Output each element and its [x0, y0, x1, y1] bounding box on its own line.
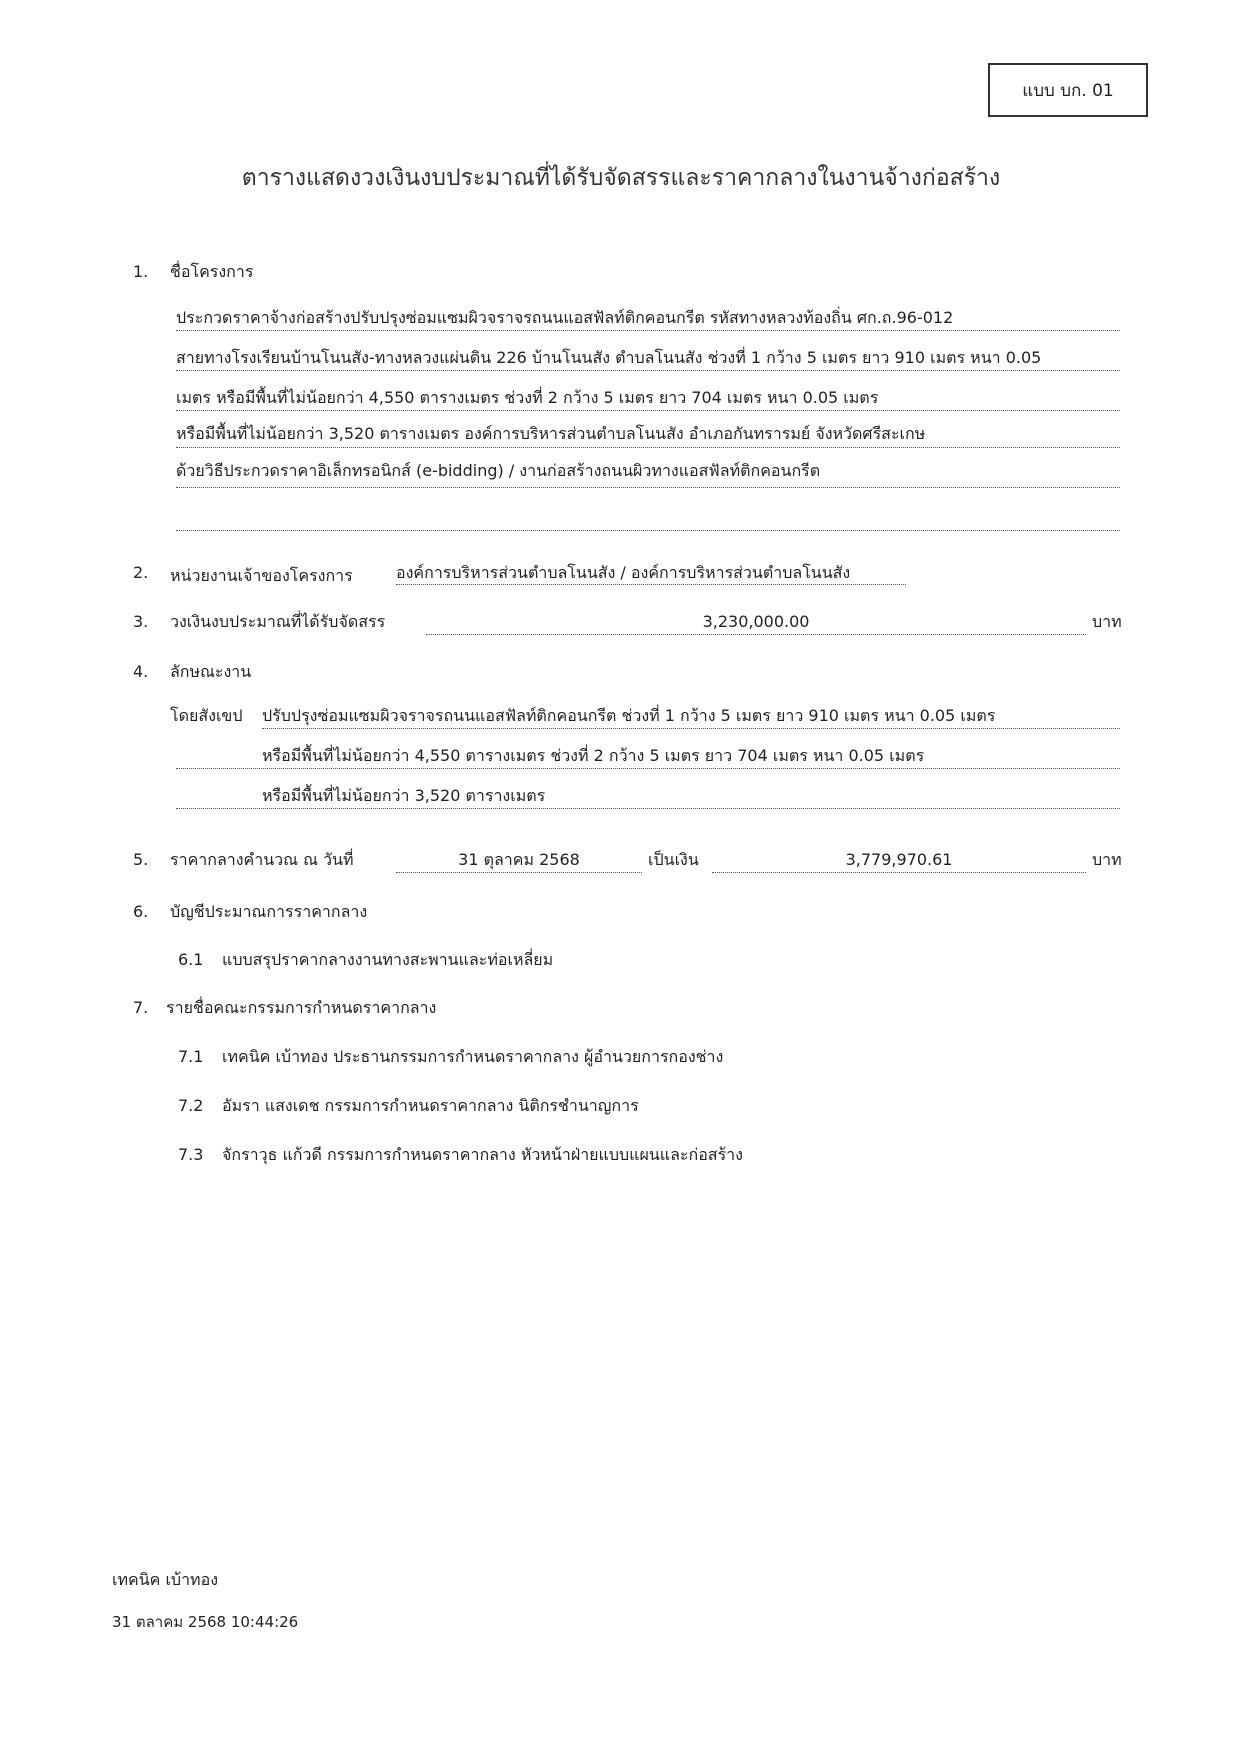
section1-line-2: สายทางโรงเรียนบ้านโนนสัง-ทางหลวงแผ่นดิน 226 บ้านโนนสัง ตำบลโนนสัง ช่วงที่ 1 กว้าง 5 เมตร ยาว 910 เมตร หนา 0.05 — [176, 348, 1042, 367]
dotted-line — [176, 447, 1120, 448]
section6-label: บัญชีประมาณการราคากลาง — [170, 902, 368, 921]
section1-line-1: ประกวดราคาจ้างก่อสร้างปรับปรุงซ่อมแซมผิวจราจรถนนแอสฟัลท์ติกคอนกรีต รหัสทางหลวงท้องถิ่น ศก.ถ.96-012 — [176, 308, 954, 327]
section7-item-text: อัมรา แสงเดช กรรมการกำหนดราคากลาง นิติกรชำนาญการ — [222, 1096, 639, 1115]
section5-amount: 3,779,970.61 — [845, 850, 953, 869]
footer-timestamp: 31 ตลาคม 2568 10:44:26 — [112, 1613, 299, 1631]
section1-number: 1. — [133, 262, 149, 281]
section5-label: ราคากลางคำนวณ ณ วันที่ — [170, 850, 354, 869]
section7-item-number: 7.3 — [178, 1145, 204, 1164]
section7-item-number: 7.2 — [178, 1096, 204, 1115]
section7-item-text: เทคนิค เบ้าทอง ประธานกรรมการกำหนดราคากลาง ผู้อำนวยการกองช่าง — [222, 1047, 724, 1066]
section3-label: วงเงินงบประมาณที่ได้รับจัดสรร — [170, 612, 386, 631]
footer-name: เทคนิค เบ้าทอง — [112, 1570, 219, 1589]
dotted-line — [396, 872, 642, 873]
section5-unit: บาท — [1092, 850, 1122, 869]
section1-line-5: ด้วยวิธีประกวดราคาอิเล็กทรอนิกส์ (e-bidding) / งานก่อสร้างถนนผิวทางแอสฟัลท์ติกคอนกรีต — [176, 461, 821, 480]
section2-number: 2. — [133, 563, 149, 582]
section4-line-1: ปรับปรุงซ่อมแซมผิวจราจรถนนแอสฟัลท์ติกคอนกรีต ช่วงที่ 1 กว้าง 5 เมตร ยาว 910 เมตร หนา 0.05 เมตร — [262, 706, 996, 725]
section6-item-text: แบบสรุปราคากลางงานทางสะพานและท่อเหลี่ยม — [222, 950, 554, 969]
section7-item-number: 7.1 — [178, 1047, 204, 1066]
section3-unit: บาท — [1092, 612, 1122, 631]
section2-label: หน่วยงานเจ้าของโครงการ — [170, 566, 353, 585]
section4-line-2: หรือมีพื้นที่ไม่น้อยกว่า 4,550 ตารางเมตร ช่วงที่ 2 กว้าง 5 เมตร ยาว 704 เมตร หนา 0.05 เมตร — [262, 746, 925, 765]
section7-item-text: จักราวุธ แก้วดี กรรมการกำหนดราคากลาง หัวหน้าฝ่ายแบบแผนและก่อสร้าง — [222, 1145, 743, 1164]
dotted-line — [396, 584, 906, 585]
dotted-line — [176, 768, 1120, 769]
dotted-line — [426, 634, 1086, 635]
section4-line-3: หรือมีพื้นที่ไม่น้อยกว่า 3,520 ตารางเมตร — [262, 786, 546, 805]
section5-number: 5. — [133, 850, 149, 869]
dotted-line — [176, 487, 1120, 488]
dotted-line — [176, 330, 1120, 331]
dotted-line — [262, 728, 1120, 729]
section1-label: ชื่อโครงการ — [170, 262, 254, 281]
dotted-line — [176, 808, 1120, 809]
dotted-line — [176, 530, 1120, 531]
section6-number: 6. — [133, 902, 149, 921]
section1-line-3: เมตร หรือมีพื้นที่ไม่น้อยกว่า 4,550 ตารางเมตร ช่วงที่ 2 กว้าง 5 เมตร ยาว 704 เมตร หนา 0.05 เมตร — [176, 388, 879, 407]
section3-number: 3. — [133, 612, 149, 631]
section1-line-4: หรือมีพื้นที่ไม่น้อยกว่า 3,520 ตารางเมตร องค์การบริหารส่วนตำบลโนนสัง อำเภอกันทรารมย์ จังหวัดศรีสะเกษ — [176, 424, 926, 443]
section5-amount-label: เป็นเงิน — [648, 850, 699, 869]
form-code-box — [988, 63, 1148, 117]
page-title: ตารางแสดงวงเงินงบประมาณที่ได้รับจัดสรรและราคากลางในงานจ้างก่อสร้าง — [241, 165, 1001, 191]
section4-sublabel: โดยสังเขป — [170, 706, 243, 725]
section7-number: 7. — [133, 998, 149, 1017]
dotted-line — [176, 410, 1120, 411]
section2-value: องค์การบริหารส่วนตำบลโนนสัง / องค์การบริหารส่วนตำบลโนนสัง — [396, 563, 851, 582]
form-code: แบบ บก. 01 — [1022, 80, 1114, 101]
section4-label: ลักษณะงาน — [170, 662, 252, 681]
section6-item-number: 6.1 — [178, 950, 204, 969]
section3-value: 3,230,000.00 — [702, 612, 810, 631]
section4-number: 4. — [133, 662, 149, 681]
section7-label: รายชื่อคณะกรรมการกำหนดราคากลาง — [166, 998, 437, 1017]
dotted-line — [712, 872, 1086, 873]
section5-date: 31 ตุลาคม 2568 — [458, 850, 580, 869]
dotted-line — [176, 370, 1120, 371]
